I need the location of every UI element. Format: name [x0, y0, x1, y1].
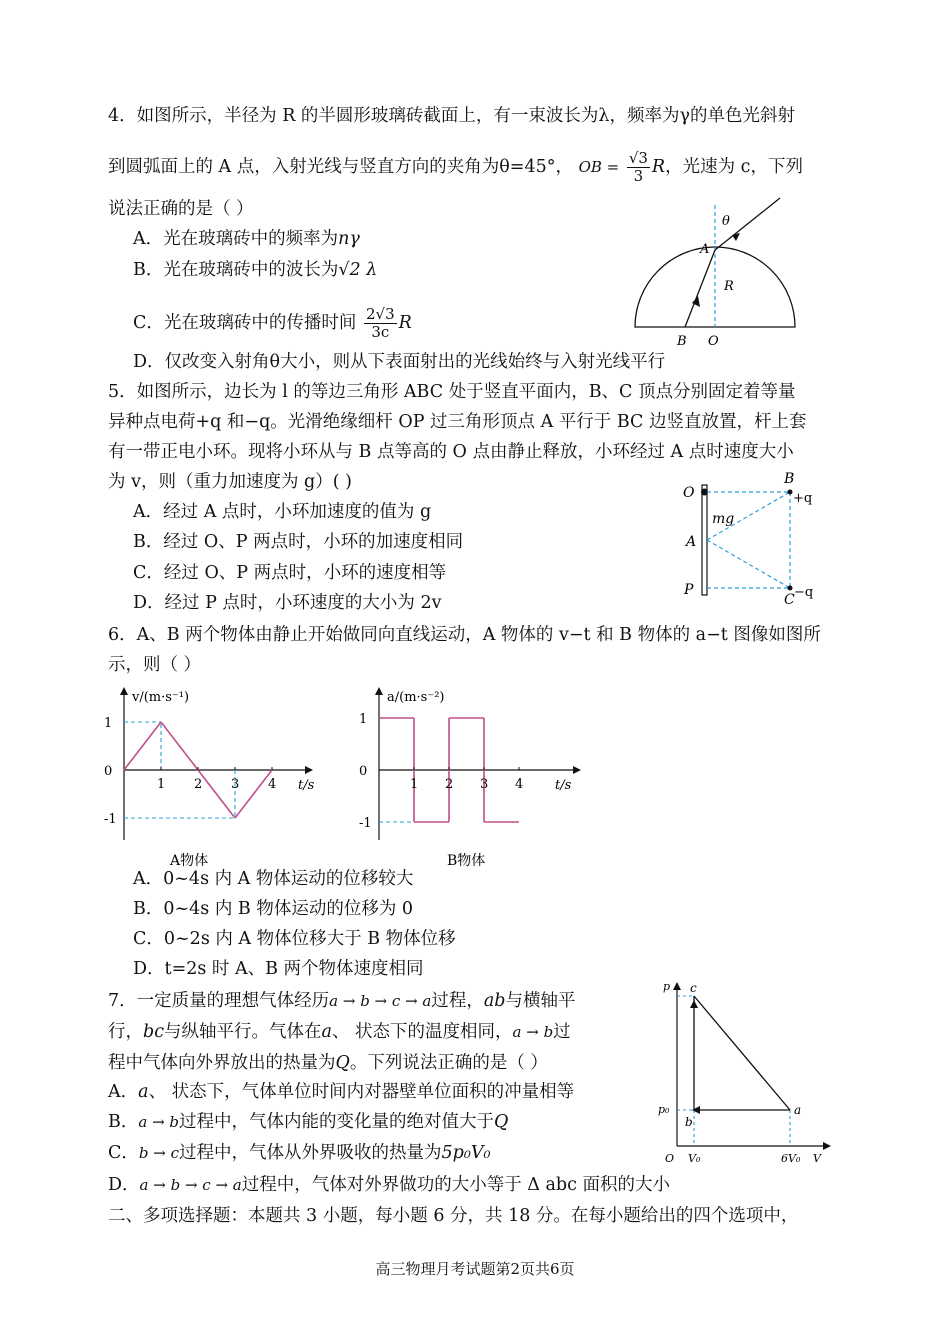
ob-label: OB = [578, 158, 620, 176]
q7-option-d [108, 1173, 670, 1197]
point-b-label: B [784, 471, 795, 487]
q7-ab: ab [483, 991, 506, 1011]
q7-option-d-letter: D． [108, 1175, 140, 1195]
q7-pv-figure [655, 978, 835, 1173]
q7-q: Q [335, 1053, 350, 1073]
chart-a-xtick: 3 [231, 777, 240, 792]
pv-p-label: p [663, 980, 671, 993]
q7-line1-text: 7．一定质量的理想气体经历 [108, 991, 330, 1011]
page-footer: 高三物理月考试题第2页共6页 [375, 1260, 575, 1278]
q4-line3: 说法正确的是（ ） [108, 199, 254, 219]
chart-b-xlabel: t/s [555, 778, 572, 793]
chart-b-at [355, 685, 585, 870]
chart-a-vt [100, 685, 315, 870]
q7-line1 [108, 989, 575, 1013]
point-c-label: C [784, 592, 795, 605]
q7-option-c-value: 5p₀V₀ [441, 1143, 491, 1163]
q6-line1: 6．A、B 两个物体由静止开始做同向直线运动，A 物体的 v−t 和 B 物体的 a−t 图像如图所 [108, 625, 821, 645]
q7-option-c-process: b → c [138, 1144, 179, 1162]
pv-bc-arrow-icon [690, 1000, 698, 1008]
chart-b-caption: B物体 [447, 853, 486, 869]
q4-option-d: D．仅改变入射角θ大小，则从下表面射出的光线始终与入射光线平行 [133, 352, 666, 372]
q4-option-c-fraction [364, 306, 397, 341]
theta-label: θ [722, 214, 730, 229]
point-p-label: P [684, 582, 694, 598]
q7-option-b-q: Q [494, 1112, 509, 1132]
chart-b-xtick: 2 [445, 777, 454, 792]
radius-label: R [724, 279, 734, 294]
q7-option-c-text: 过程中，气体从外界吸收的热量为 [179, 1143, 442, 1163]
q4-option-b-text: B．光在玻璃砖中的波长为 [133, 260, 339, 280]
q7-line3-tail: 。下列说法正确的是（ ） [349, 1053, 548, 1073]
incident-arrow-icon [732, 233, 740, 241]
q6-option-b: B．0~4s 内 B 物体运动的位移为 0 [133, 899, 414, 919]
q7-line1-tail: 与横轴平 [505, 991, 576, 1011]
chart-a-x-arrow-icon [305, 766, 313, 774]
q5-line2: 异种点电荷+q 和−q。光滑绝缘细杆 OP 过三角形顶点 A 平行于 BC 边竖直放置，杆上套 [108, 412, 807, 432]
ac-dashed-line [707, 540, 790, 588]
q4-line2 [108, 150, 803, 185]
q7-line2-text: 行， [108, 1022, 143, 1042]
q7-option-c-letter: C． [108, 1143, 139, 1163]
chart-b-x-arrow-icon [573, 766, 581, 774]
q7-option-d-process: a → b → c → a [139, 1176, 242, 1194]
ob-fraction [627, 150, 650, 185]
chart-a-segment [235, 770, 272, 818]
chart-a-ytick: 0 [104, 764, 113, 779]
charge-b [788, 490, 793, 495]
chart-a-xtick: 4 [268, 777, 277, 792]
refracted-ray [685, 250, 715, 327]
chart-b-ylabel: a/(m·s⁻²) [387, 690, 445, 705]
q5-option-b: B．经过 O、P 两点时，小环的加速度相同 [133, 532, 464, 552]
point-b-label: B [677, 334, 687, 349]
chart-a-caption: A物体 [170, 853, 209, 869]
chart-a-xlabel: t/s [298, 778, 315, 793]
q4-option-b-value: √2 λ [338, 260, 378, 280]
chart-a-ylabel: v/(m·s⁻¹) [132, 690, 190, 705]
pv-a-label: a [794, 1103, 802, 1117]
ob-numerator: √3 [628, 149, 648, 167]
q4-option-c [133, 306, 412, 341]
chart-b-y-arrow-icon [375, 687, 383, 695]
q7-option-b-letter: B． [108, 1112, 139, 1132]
q5-line1: 5．如图所示，边长为 l 的等边三角形 ABC 处于竖直平面内，B、C 顶点分别固定着等量 [108, 382, 796, 402]
chart-b-xtick: 3 [480, 777, 489, 792]
plus-q-label: +q [793, 491, 813, 506]
section-2-heading: 二、多项选择题：本题共 3 小题，每小题 6 分，共 18 分。在每小题给出的四个选项中， [108, 1206, 799, 1226]
q7-line2-tail: 过 [553, 1022, 571, 1042]
q5-option-c: C．经过 O、P 两点时，小环的速度相等 [133, 563, 447, 583]
q7-line3-text: 程中气体向外界放出的热量为 [108, 1053, 336, 1073]
q7-option-b-process: a → b [138, 1113, 180, 1131]
q7-line3 [108, 1051, 548, 1075]
semicircle [635, 247, 795, 327]
q4-line1: 4．如图所示，半径为 R 的半圆形玻璃砖截面上，有一束波长为λ，频率为γ的单色光斜射 [108, 106, 795, 126]
q7-state-a: a [321, 1022, 332, 1042]
ring [701, 489, 708, 496]
q7-option-c [108, 1141, 491, 1165]
q7-line2 [108, 1020, 571, 1044]
chart-a-xtick: 2 [194, 777, 203, 792]
q7-option-a-state: a [138, 1082, 149, 1102]
q7-option-b [108, 1110, 508, 1134]
chart-a-ytick: -1 [104, 812, 117, 827]
rod-op [702, 485, 707, 595]
chart-b-marks [359, 712, 523, 831]
chart-a-xtick: 1 [157, 777, 166, 792]
q5-option-a: A．经过 A 点时，小环加速度的值为 g [133, 502, 432, 522]
q5-line3: 有一带正电小环。现将小环从与 B 点等高的 O 点由静止释放，小环经过 A 点时速度大小 [108, 442, 794, 462]
point-o-label: O [708, 334, 719, 349]
pv-ca-line [694, 996, 790, 1110]
pv-c-label: c [690, 981, 697, 995]
charge-c [788, 586, 793, 591]
ob-denominator: 3 [633, 167, 644, 185]
q7-line2-mid2: 、 状态下的温度相同， [331, 1022, 513, 1042]
q7-option-a-letter: A． [108, 1082, 139, 1102]
q6-option-a: A．0~4s 内 A 物体运动的位移较大 [133, 869, 414, 889]
q4-option-c-text: C．光在玻璃砖中的传播时间 [133, 313, 357, 333]
chart-b-ytick: 1 [359, 712, 368, 727]
pv-o-label: O [665, 1152, 675, 1165]
q4-line2-tail: ，光速为 c，下列 [665, 157, 803, 177]
q4-option-a-text: A．光在玻璃砖中的频率为 [133, 229, 339, 249]
point-a-label: A [700, 242, 710, 257]
chart-b-ytick: -1 [359, 816, 372, 831]
chart-b-xtick: 4 [515, 777, 524, 792]
q7-option-a [108, 1080, 574, 1104]
q4-semicircle-figure [630, 195, 805, 350]
ob-r: R [651, 157, 666, 177]
q4-c-numerator: 2√3 [365, 305, 395, 323]
chart-a-marks [104, 716, 276, 827]
q6-option-c: C．0~2s 内 A 物体位移大于 B 物体位移 [133, 929, 456, 949]
chart-a-segment [124, 722, 161, 770]
q7-line2-mid: 与纵轴平行。气体在 [164, 1022, 322, 1042]
pv-p-arrow-icon [673, 982, 681, 990]
pv-v-arrow-icon [823, 1142, 831, 1150]
q7-ab-process: a → b [512, 1023, 554, 1041]
q6-line2: 示，则（ ） [108, 655, 202, 675]
q4-line2-text: 到圆弧面上的 A 点，入射光线与竖直方向的夹角为θ=45°， [108, 157, 573, 177]
pv-6v0-label: 6V₀ [781, 1152, 801, 1165]
pv-v-label: V [813, 1152, 821, 1165]
q7-option-b-text: 过程中，气体内能的变化量的绝对值大于 [179, 1112, 495, 1132]
q5-line4: 为 v，则（重力加速度为 g）( ) [108, 472, 352, 492]
q4-c-denominator: 3c [371, 323, 390, 341]
point-a-label: A [686, 534, 697, 550]
chart-a-ytick: 1 [104, 716, 113, 731]
minus-q-label: −q [794, 585, 814, 600]
q4-option-a [133, 227, 360, 251]
q6-option-d: D．t=2s 时 A、B 两个物体速度相同 [133, 959, 424, 979]
pv-b-label: b [685, 1115, 693, 1129]
mg-label: mg [712, 511, 735, 527]
q7-option-d-text: 过程中，气体对外界做功的大小等于 Δ abc 面积的大小 [241, 1175, 670, 1195]
q5-triangle-figure [680, 470, 825, 605]
q7-line1-mid: 过程， [431, 991, 484, 1011]
q7-process: a → b → c → a [329, 992, 432, 1010]
pv-v0-label: V₀ [688, 1152, 701, 1165]
q4-option-a-value: nγ [338, 229, 360, 249]
pv-ab-arrow-icon [692, 1106, 700, 1114]
q5-option-d: D．经过 P 点时，小环速度的大小为 2v [133, 593, 442, 613]
q4-option-b [133, 258, 377, 282]
q4-option-c-r: R [398, 313, 412, 333]
chart-b-xtick: 1 [410, 777, 419, 792]
q7-bc: bc [143, 1022, 165, 1042]
chart-a-y-arrow-icon [120, 687, 128, 695]
pv-p0-label: p₀ [658, 1103, 670, 1116]
chart-b-ytick: 0 [359, 764, 368, 779]
q7-option-a-text: 、 状态下，气体单位时间内对器壁单位面积的冲量相等 [148, 1082, 575, 1102]
point-o-label: O [683, 485, 695, 501]
